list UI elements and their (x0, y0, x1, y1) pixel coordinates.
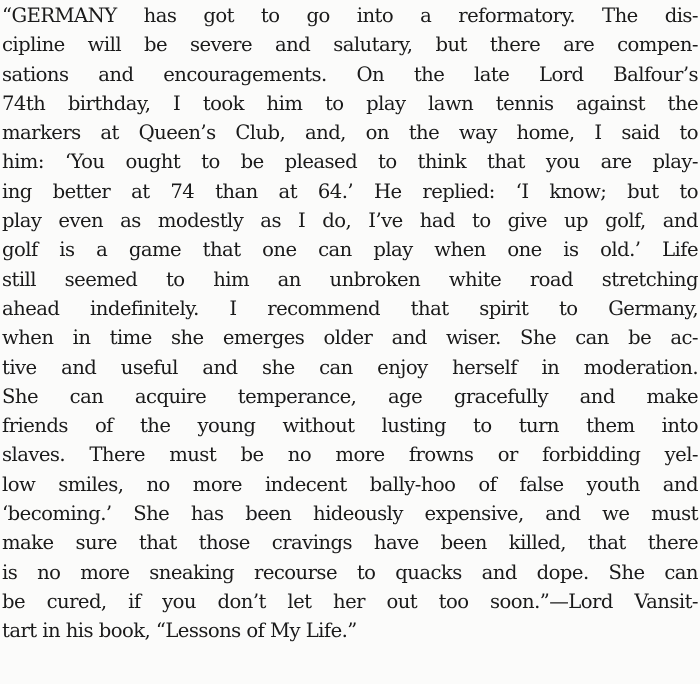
text-line: play even as modestly as I do, I’ve had to give up golf, and (2, 209, 698, 233)
text-line: still seemed to him an unbroken white road stretching (2, 267, 698, 291)
text-line: ahead indefinitely. I recommend that spirit to Germany, (2, 296, 698, 320)
text-line: She can acquire temperance, age gracefully and make (2, 384, 698, 408)
text-line: him: ‘You ought to be pleased to think that you are play- (2, 150, 698, 174)
text-line: sations and encouragements. On the late Lord Balfour’s (2, 62, 698, 86)
text-line: 74th birthday, I took him to play lawn tennis against the (2, 91, 698, 115)
text-line: ‘becoming.’ She has been hideously expensive, and we must (2, 502, 698, 526)
text-line: markers at Queen’s Club, and, on the way home, I said to (2, 121, 698, 145)
text-line: when in time she emerges older and wiser. She can be ac- (2, 326, 698, 350)
text-line: make sure that those cravings have been killed, that there (2, 531, 698, 555)
text-line: friends of the young without lusting to turn them into (2, 414, 698, 438)
text-line: ing better at 74 than at 64.’ He replied: ‘I know; but to (2, 179, 698, 203)
text-line-last: tart in his book, “Lessons of My Life.” (2, 619, 357, 643)
text-line: low smiles, no more indecent bally-hoo of false youth and (2, 472, 698, 496)
text-line: cipline will be severe and salutary, but there are compen- (2, 33, 698, 57)
text-line: is no more sneaking recourse to quacks and dope. She can (2, 560, 698, 584)
text-line: golf is a game that one can play when one is old.’ Life (2, 238, 698, 262)
text-line: tive and useful and she can enjoy herself in moderation. (2, 355, 698, 379)
text-line: slaves. There must be no more frowns or forbidding yel- (2, 443, 698, 467)
text-line: “GERMANY has got to go into a reformatory. The dis- (2, 4, 698, 27)
text-line: be cured, if you don’t let her out too soon.”—Lord Vansit- (2, 589, 698, 613)
article-paragraph (2, 1, 698, 646)
